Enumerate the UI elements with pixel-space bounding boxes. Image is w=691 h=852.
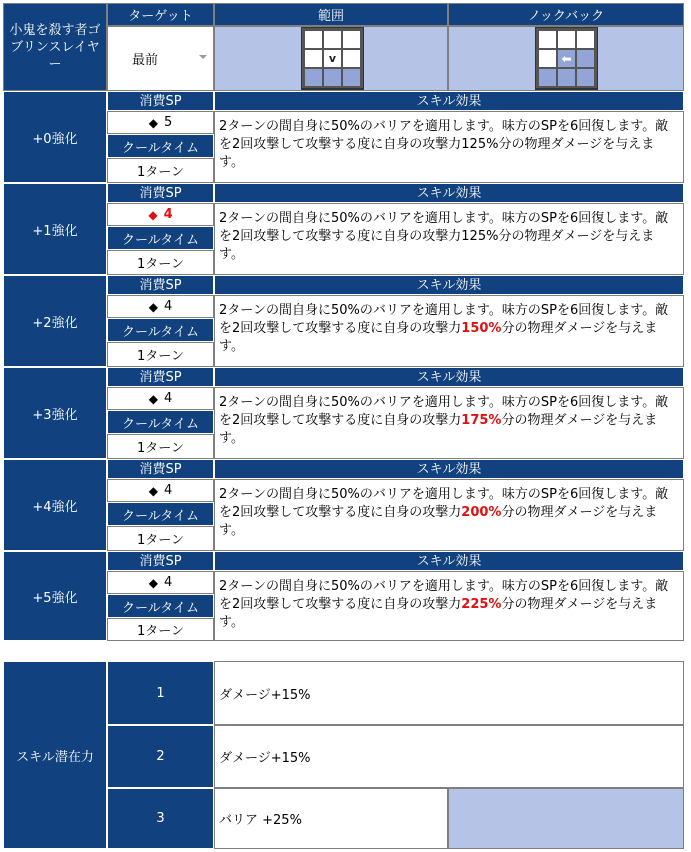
range-grid-base	[301, 88, 364, 90]
potential-text-1: ダメージ+15%	[214, 661, 684, 725]
level-label: +4強化	[3, 459, 107, 551]
potential-num-3: 3	[107, 788, 214, 849]
sp-header: 消費SP	[107, 91, 214, 111]
diamond-icon: ◆	[148, 299, 158, 314]
sp-value: ◆ 4	[107, 295, 214, 318]
cooldown-header: クールタイム	[107, 594, 214, 618]
chevron-down-icon	[199, 55, 207, 59]
sp-header: 消費SP	[107, 275, 214, 295]
level-label: +1強化	[3, 183, 107, 275]
cooldown-value: 1ターン	[107, 158, 214, 183]
effect-text: 2ターンの間自身に50%のバリアを適用します。味方のSPを6回復します。敵を2回攻撃して攻撃する度に自身の攻撃力150%分の物理ダメージを与えます。	[214, 295, 684, 367]
effect-text: 2ターンの間自身に50%のバリアを適用します。味方のSPを6回復します。敵を2回攻撃して攻撃する度に自身の攻撃力125%分の物理ダメージを与えます。	[214, 203, 684, 275]
diamond-icon: ◆	[148, 115, 158, 130]
cooldown-header: クールタイム	[107, 318, 214, 342]
sp-value: ◆ 4	[107, 571, 214, 594]
sp-value: ◆ 4	[107, 387, 214, 410]
skill-name-cell	[3, 3, 107, 91]
potential-text-2: ダメージ+15%	[214, 725, 684, 788]
target-dropdown[interactable]	[107, 26, 214, 91]
cooldown-value: 1ターン	[107, 342, 214, 367]
target-value: 最前	[132, 53, 159, 68]
level-label: +2強化	[3, 275, 107, 367]
effect-header: スキル効果	[214, 367, 684, 387]
knockback-grid-base	[535, 88, 598, 90]
potential-text-3: バリア +25%	[214, 788, 448, 849]
cooldown-header: クールタイム	[107, 502, 214, 526]
cooldown-value: 1ターン	[107, 618, 214, 641]
level-label: +5強化	[3, 551, 107, 641]
potential-blank-cell	[448, 788, 684, 849]
diamond-icon: ◆	[148, 391, 158, 406]
range-mark: v	[324, 50, 341, 67]
diamond-icon: ◆	[148, 483, 158, 498]
sp-value: ◆ 4	[107, 479, 214, 502]
range-header: 範囲	[214, 3, 448, 26]
potential-num-1: 1	[107, 661, 214, 725]
effect-header: スキル効果	[214, 275, 684, 295]
sp-header: 消費SP	[107, 459, 214, 479]
cooldown-value: 1ターン	[107, 526, 214, 551]
level-label: +3強化	[3, 367, 107, 459]
sp-value: ◆ 4	[107, 203, 214, 226]
cooldown-header: クールタイム	[107, 134, 214, 158]
sp-header: 消費SP	[107, 367, 214, 387]
skill-name: 小鬼を殺す者ゴブリンスレイヤー	[9, 22, 101, 72]
cooldown-header: クールタイム	[107, 410, 214, 434]
effect-text: 2ターンの間自身に50%のバリアを適用します。味方のSPを6回復します。敵を2回攻撃して攻撃する度に自身の攻撃力125%分の物理ダメージを与えます。	[214, 111, 684, 183]
diamond-icon: ◆	[148, 575, 158, 590]
effect-header: スキル効果	[214, 183, 684, 203]
potential-num-2: 2	[107, 725, 214, 788]
cooldown-header: クールタイム	[107, 226, 214, 250]
arrow-left-icon: ⬅	[558, 50, 575, 67]
effect-header: スキル効果	[214, 91, 684, 111]
range-grid-icon	[301, 27, 364, 90]
cooldown-value: 1ターン	[107, 250, 214, 275]
effect-text: 2ターンの間自身に50%のバリアを適用します。味方のSPを6回復します。敵を2回攻撃して攻撃する度に自身の攻撃力225%分の物理ダメージを与えます。	[214, 571, 684, 641]
potential-label: スキル潜在力	[3, 661, 107, 849]
effect-text: 2ターンの間自身に50%のバリアを適用します。味方のSPを6回復します。敵を2回攻撃して攻撃する度に自身の攻撃力175%分の物理ダメージを与えます。	[214, 387, 684, 459]
sp-value: ◆ 5	[107, 111, 214, 134]
knockback-header: ノックバック	[448, 3, 684, 26]
level-label: +0強化	[3, 91, 107, 183]
diamond-icon: ◆	[148, 207, 158, 222]
effect-header: スキル効果	[214, 551, 684, 571]
cooldown-value: 1ターン	[107, 434, 214, 459]
sp-header: 消費SP	[107, 551, 214, 571]
effect-text: 2ターンの間自身に50%のバリアを適用します。味方のSPを6回復します。敵を2回攻撃して攻撃する度に自身の攻撃力200%分の物理ダメージを与えます。	[214, 479, 684, 551]
effect-header: スキル効果	[214, 459, 684, 479]
target-header: ターゲット	[107, 3, 214, 26]
knockback-grid-icon	[535, 27, 598, 90]
sp-header: 消費SP	[107, 183, 214, 203]
